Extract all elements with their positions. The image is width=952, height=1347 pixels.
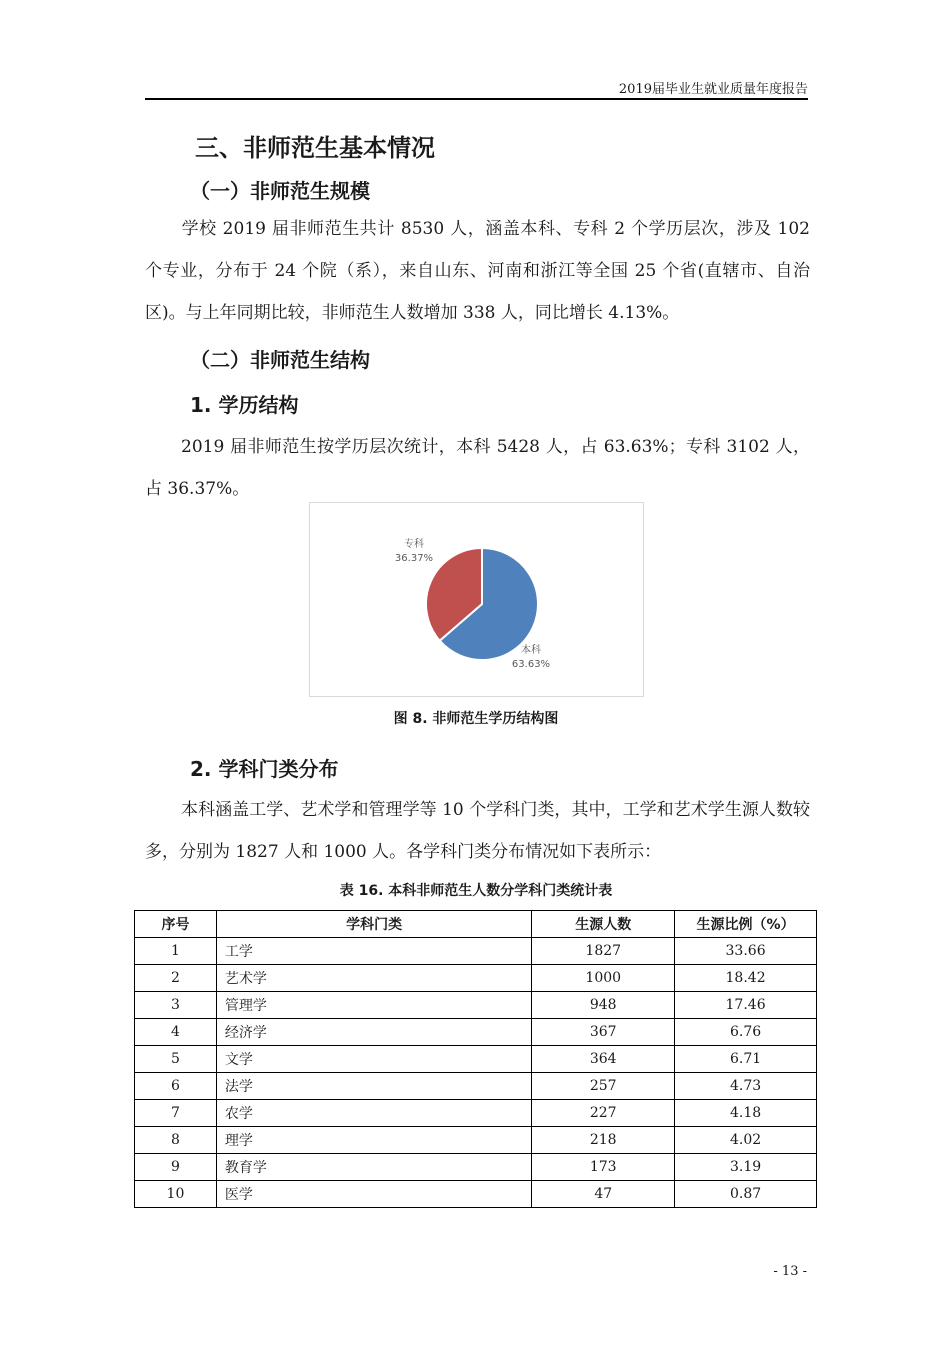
figure-caption: 图 8. 非师范生学历结构图 [393, 711, 559, 727]
table-cell: 医学 [216, 1181, 531, 1208]
table-row [135, 965, 817, 992]
table-cell: 227 [532, 1100, 675, 1127]
table-cell: 3 [135, 992, 217, 1019]
table-cell: 5 [135, 1046, 217, 1073]
table-row [135, 1019, 817, 1046]
table-cell: 1827 [532, 938, 675, 965]
table-row [135, 1100, 817, 1127]
table-cell: 10 [135, 1181, 217, 1208]
table-cell: 1000 [532, 965, 675, 992]
table-cell: 257 [532, 1073, 675, 1100]
table-header-cell: 学科门类 [216, 911, 531, 938]
heading-discipline-distribution: 2. 学科门类分布 [190, 757, 339, 781]
table-cell: 364 [532, 1046, 675, 1073]
table-row [135, 938, 817, 965]
table-row [135, 992, 817, 1019]
paragraph-scale [145, 208, 810, 334]
pie-chart-frame [309, 502, 644, 697]
table-cell: 文学 [216, 1046, 531, 1073]
pie-label-category-junior-college: 专科 [404, 539, 424, 550]
paragraph-scale-text: 学校 2019 届非师范生共计 8530 人，涵盖本科、专科 2 个学历层次，涉及 102 个专业，分布于 24 个院（系），来自山东、河南和浙江等全国 25 个省(直辖市、自治区)。与上年同期比较，非师范生人数增加 338 人，同比增长 4.13%。 [145, 219, 810, 323]
heading-education-structure: 1. 学历结构 [190, 393, 299, 417]
table-cell: 农学 [216, 1100, 531, 1127]
table-header-cell: 序号 [135, 911, 217, 938]
report-title: 2019届毕业生就业质量年度报告 [618, 82, 808, 97]
table-cell: 47 [532, 1181, 675, 1208]
pie-label-percent-junior-college: 36.37% [394, 553, 434, 564]
table-cell: 173 [532, 1154, 675, 1181]
table-cell: 6.76 [675, 1019, 817, 1046]
table-cell: 经济学 [216, 1019, 531, 1046]
table-cell: 33.66 [675, 938, 817, 965]
table-cell: 218 [532, 1127, 675, 1154]
paragraph-education-text: 2019 届非师范生按学历层次统计，本科 5428 人，占 63.63%；专科 3102 人，占 36.37%。 [145, 437, 810, 499]
table-cell: 0.87 [675, 1181, 817, 1208]
paragraph-education [145, 426, 810, 510]
table-cell: 1 [135, 938, 217, 965]
table-cell: 4.18 [675, 1100, 817, 1127]
table-header-row [135, 911, 817, 938]
table-cell: 6 [135, 1073, 217, 1100]
table-row [135, 1181, 817, 1208]
table-cell: 18.42 [675, 965, 817, 992]
table-cell: 3.19 [675, 1154, 817, 1181]
subsection-title-scale: （一）非师范生规模 [190, 179, 370, 203]
table-row [135, 1127, 817, 1154]
table-row [135, 1154, 817, 1181]
table-cell: 工学 [216, 938, 531, 965]
table-header-cell: 生源比例（%） [675, 911, 817, 938]
table-cell: 7 [135, 1100, 217, 1127]
table-cell: 9 [135, 1154, 217, 1181]
table-row [135, 1046, 817, 1073]
table-cell: 4.73 [675, 1073, 817, 1100]
table-cell: 948 [532, 992, 675, 1019]
table-cell: 理学 [216, 1127, 531, 1154]
table-cell: 教育学 [216, 1154, 531, 1181]
page-number: - 13 - [773, 1264, 807, 1279]
table-cell: 4 [135, 1019, 217, 1046]
pie-label-percent-undergraduate: 63.63% [511, 659, 551, 670]
table-caption: 表 16. 本科非师范生人数分学科门类统计表 [339, 883, 613, 899]
table-cell: 6.71 [675, 1046, 817, 1073]
page-header [145, 78, 808, 100]
pie-chart [310, 503, 643, 696]
table-cell: 4.02 [675, 1127, 817, 1154]
table-cell: 17.46 [675, 992, 817, 1019]
table-cell: 367 [532, 1019, 675, 1046]
table-cell: 2 [135, 965, 217, 992]
table-cell: 法学 [216, 1073, 531, 1100]
subsection-title-structure: （二）非师范生结构 [190, 348, 370, 372]
table-cell: 管理学 [216, 992, 531, 1019]
table-cell: 8 [135, 1127, 217, 1154]
pie-label-category-undergraduate: 本科 [521, 645, 541, 656]
section-title: 三、非师范生基本情况 [195, 134, 435, 162]
paragraph-discipline-text: 本科涵盖工学、艺术学和管理学等 10 个学科门类，其中，工学和艺术学生源人数较多，分别为 1827 人和 1000 人。各学科门类分布情况如下表所示： [145, 800, 810, 862]
paragraph-discipline [145, 789, 810, 873]
table-row [135, 1073, 817, 1100]
table-cell: 艺术学 [216, 965, 531, 992]
table-header-cell: 生源人数 [532, 911, 675, 938]
discipline-table [134, 910, 817, 1208]
